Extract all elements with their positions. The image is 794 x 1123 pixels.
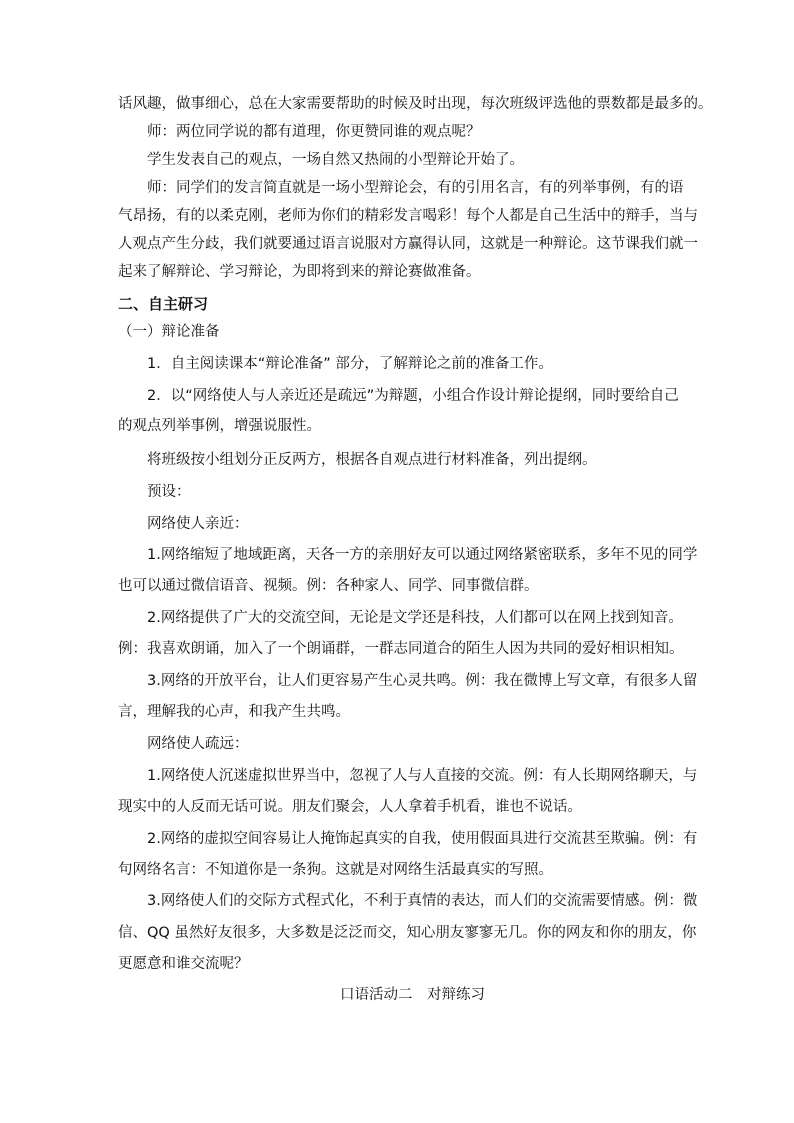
paragraph-line: 起来了解辩论、学习辩论，为即将到来的辩论赛做准备。 [118, 264, 481, 280]
list-item-line: 3.网络使人们的交际方式程式化，不利于真情的表达，而人们的交流需要情感。例：微 [147, 893, 698, 909]
list-item-line: 现实中的人反而无话可说。朋友们聚会，人人拿着手机看，谁也不说话。 [118, 799, 582, 815]
paragraph-line: 话风趣，做事细心，总在大家需要帮助的时候及时出现，每次班级评选他的票数都是最多的。 [118, 96, 713, 112]
paragraph-line: 网络使人亲近： [147, 516, 249, 532]
activity-title: 口语活动二 对辩练习 [340, 987, 485, 1003]
paragraph-line: 2．以“网络使人与人亲近还是疏远”为辩题，小组合作设计辩论提纲，同时要给自己 [147, 388, 679, 404]
list-item-line: 2.网络提供了广大的交流空间，无论是文学还是科技，人们都可以在网上找到知音。 [147, 610, 683, 626]
list-item-line: 3.网络的开放平台，让人们更容易产生心灵共鸣。例：我在微博上写文章，有很多人留 [147, 673, 698, 689]
list-item-line: 1.网络缩短了地域距离，天各一方的亲朋好友可以通过网络紧密联系，多年不见的同学 [147, 547, 698, 563]
list-item-line: 1.网络使人沉迷虚拟世界当中，忽视了人与人直接的交流。例：有人长期网络聊天，与 [147, 768, 698, 784]
list-item-line: 言，理解我的心声，和我产生共鸣。 [118, 704, 350, 720]
list-item-line: 例：我喜欢朗诵，加入了一个朗诵群，一群志同道合的陌生人因为共同的爱好相识相知。 [118, 641, 684, 657]
paragraph-line: 1．自主阅读课本“辩论准备” 部分，了解辩论之前的准备工作。 [147, 356, 553, 372]
paragraph-line: 师：两位同学说的都有道理，你更赞同谁的观点呢？ [147, 124, 481, 140]
subsection-heading: （一）辩论准备 [118, 324, 220, 340]
list-item-line: 更愿意和谁交流呢？ [118, 956, 249, 972]
list-item-line: 2.网络的虚拟空间容易让人掩饰起真实的自我，使用假面具进行交流甚至欺骗。例：有 [147, 831, 698, 847]
paragraph-line: 的观点列举事例，增强说服性。 [118, 418, 321, 434]
section-heading: 二、自主研习 [118, 295, 209, 313]
paragraph-line: 将班级按小组划分正反两方，根据各自观点进行材料准备，列出提纲。 [147, 452, 597, 468]
paragraph-line: 预设： [147, 484, 191, 500]
paragraph-line: 网络使人疏远： [147, 736, 249, 752]
paragraph-line: 气昂扬，有的以柔克刚，老师为你们的精彩发言喝彩！每个人都是自己生活中的辩手，当与 [118, 208, 698, 224]
paragraph-line: 人观点产生分歧，我们就要通过语言说服对方赢得认同，这就是一种辩论。这节课我们就一 [118, 236, 698, 252]
paragraph-line: 学生发表自己的观点，一场自然又热闹的小型辩论开始了。 [147, 152, 524, 168]
list-item-line: 也可以通过微信语音、视频。例：各种家人、同学、同事微信群。 [118, 578, 539, 594]
paragraph-line: 师：同学们的发言简直就是一场小型辩论会，有的引用名言，有的列举事例，有的语 [147, 180, 684, 196]
list-item-line: 信、QQ 虽然好友很多，大多数是泛泛而交，知心朋友寥寥无几。你的网友和你的朋友，你 [118, 925, 697, 941]
list-item-line: 句网络名言：不知道你是一条狗。这就是对网络生活最真实的写照。 [118, 862, 553, 878]
